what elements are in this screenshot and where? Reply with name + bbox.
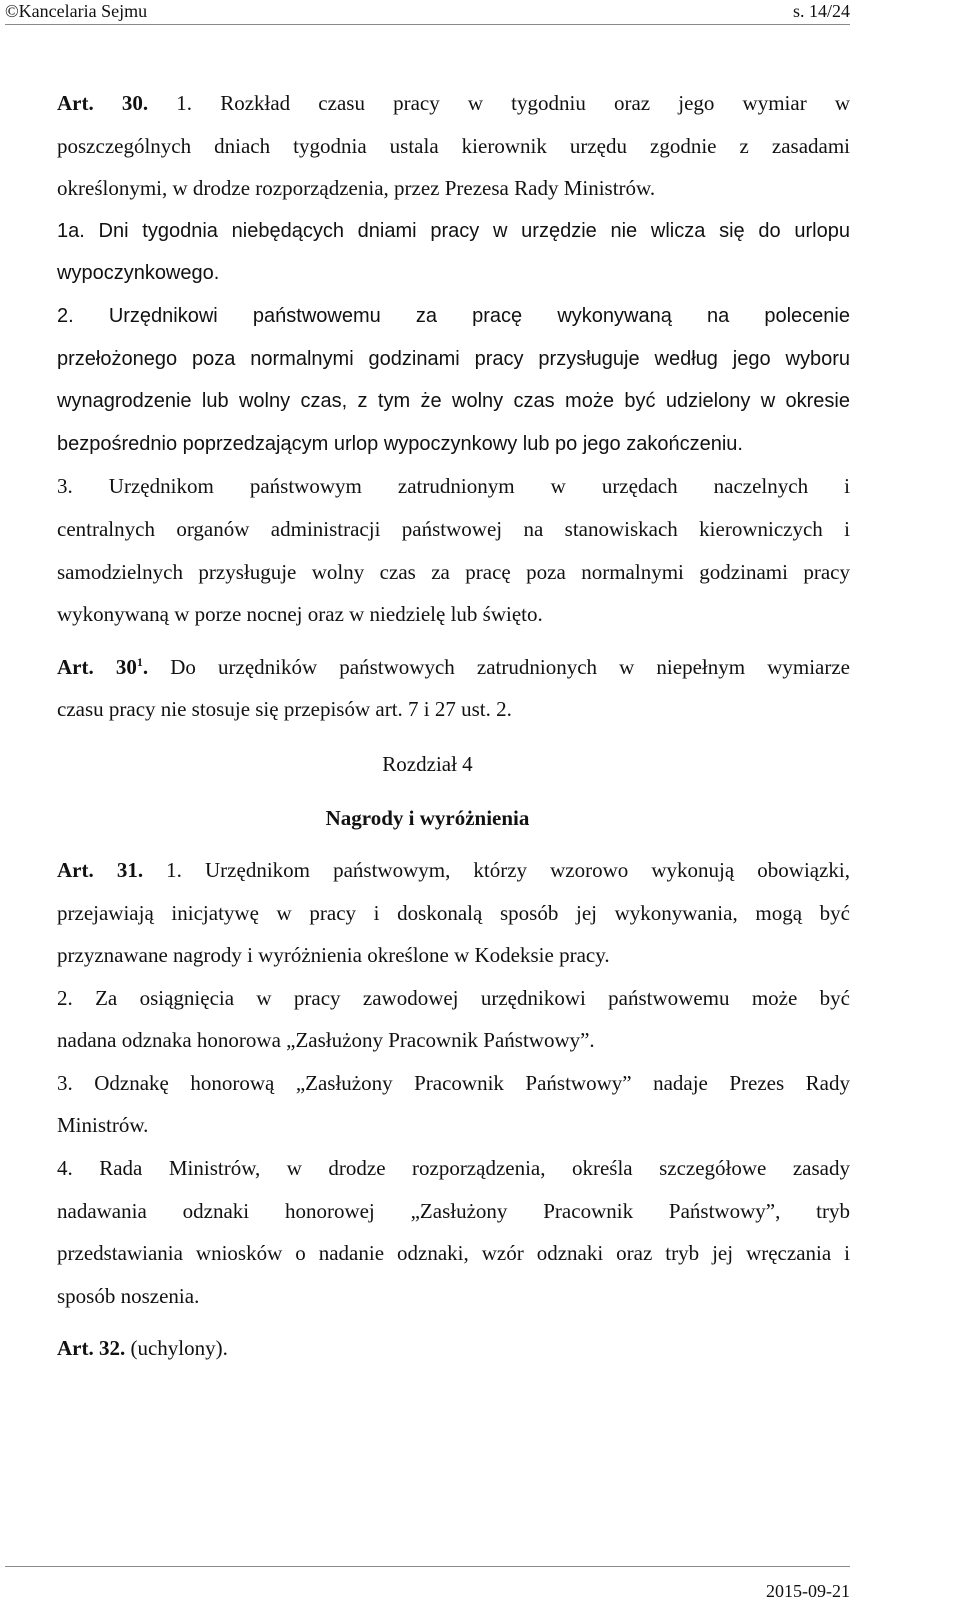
art-31-par-1-number: 1. bbox=[166, 857, 182, 882]
footer-date: 2015-09-21 bbox=[766, 1581, 850, 1601]
art-31-par-3: 3. Odznakę honorową „Zasłużony Pracownik Państwowy” nadaje Prezes Rady Ministrów. bbox=[57, 1070, 850, 1138]
art-32 bbox=[5, 1327, 850, 1370]
art-30-par-1: Art. 30. 1. Rozkład czasu pracy w tygodniu oraz jego wymiar w poszczególnych dniach tygodnia ustala kierownik urzędu zgodnie z zasadami określonymi, w drodze rozporządzenia, przez Prezesa Rady Ministrów. bbox=[57, 91, 851, 201]
page-number: s. 14/24 bbox=[792, 1, 850, 21]
art-32-label: Art. 32. bbox=[57, 1336, 126, 1361]
page-header bbox=[5, 0, 850, 25]
art-30-par-2: 2. Urzędnikowi państwowemu za pracę wykonywaną na polecenie przełożonego poza normalnymi godzinami pracy przysługuje według jego wyboru wynagrodzenie lub wolny czas, z tym że wolny czas może być udzielony w okresie bezpośrednio poprzedzającym urlop wypoczynkowy lub po jego zakończeniu. bbox=[57, 304, 850, 455]
art-31-par-4: 4. Rada Ministrów, w drodze rozporządzenia, określa szczegółowe zasady nadawania odznaki honorowej „Zasłużony Pracownik Państwowy”, tryb przedstawiania wniosków o nadanie odznaki, wzór odznaki oraz tryb jej wręczania i sposób noszenia. bbox=[57, 1156, 850, 1308]
art-31-par-2: 2. Za osiągnięcia w pracy zawodowej urzędnikowi państwowemu może być nadana odznaka honorowa „Zasłużony Pracownik Państwowy”. bbox=[57, 985, 850, 1053]
chapter-number: Rozdział 4 bbox=[382, 751, 473, 776]
art-30-1-label: Art. $30^1$. bbox=[57, 654, 149, 679]
document-body bbox=[5, 82, 850, 1370]
art-30-par-1-number: 1. bbox=[176, 91, 193, 115]
chapter-title: Nagrody i wyróżnienia bbox=[325, 805, 530, 830]
art-30-1: Art. $30^1$. Do urzędników państwowych zatrudnionych w niepełnym wymiarze czasu pracy nie stosuje się przepisów art. 7 i 27 ust. 2. bbox=[57, 654, 850, 722]
art-31-label: Art. 31. bbox=[57, 857, 144, 882]
art-30-par-3: 3. Urzędnikom państwowym zatrudnionym w urzędach naczelnych i centralnych organów administracji państwowej na stanowiskach kierowniczych i samodzielnych przysługuje wolny czas za pracę poza normalnymi godzinami pracy wykonywaną w porze nocnej oraz w niedzielę lub święto. bbox=[57, 474, 850, 627]
art-30-label: Art. 30. bbox=[57, 91, 149, 115]
art-32-text: (uchylony). bbox=[130, 1336, 228, 1361]
art-31-par-1: Art. 31. 1. Urzędnikom państwowym, którzy wzorowo wykonują obowiązki, przejawiają inicjatywę w pracy i doskonalą sposób jej wykonywania, mogą być przyznawane nagrody i wyróżnienia określone w Kodeksie pracy. bbox=[57, 857, 851, 968]
art-30-par-1a: 1a. Dni tygodnia niebędących dniami pracy w urzędzie nie wlicza się do urlopu wypoczynkowego. bbox=[57, 219, 850, 285]
header-copyright: ©Kancelaria Sejmu bbox=[5, 1, 148, 21]
page-footer bbox=[5, 1566, 850, 1606]
